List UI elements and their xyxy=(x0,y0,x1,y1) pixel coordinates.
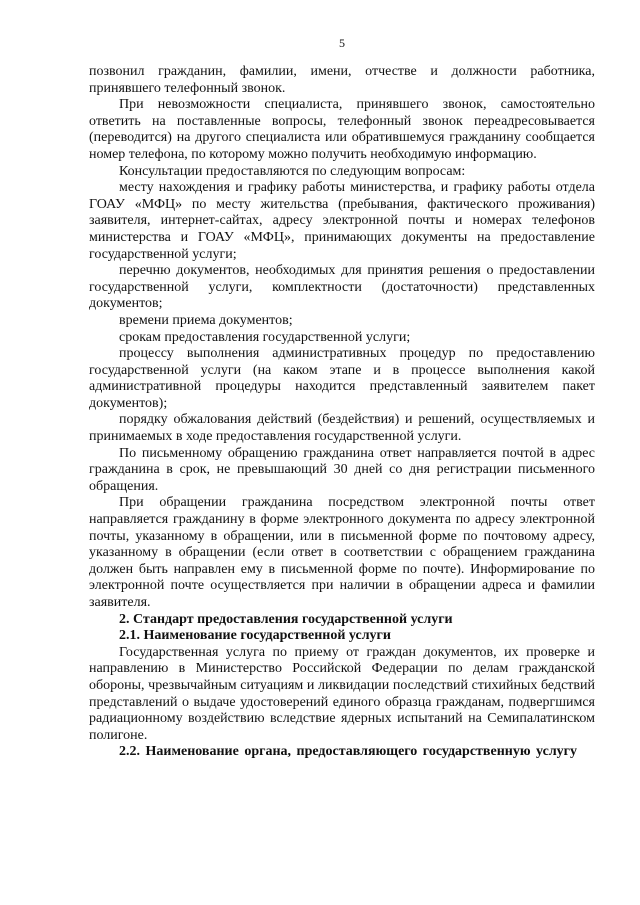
paragraph-written-request: По письменному обращению гражданина ответ направляется почтой в адрес гражданина в срок, не превышающий 30 дней со дня регистрации письменного обращения. xyxy=(89,445,595,494)
paragraph-call-info-end: позвонил гражданин, фамилии, имени, отчестве и должности работника, принявшего телефонный звонок. xyxy=(89,64,595,96)
subsection-heading-service-name: 2.1. Наименование государственной услуги xyxy=(119,628,391,644)
paragraph-email-request: При обращении гражданина посредством электронной почты ответ направляется гражданину в форме электронного документа по адресу электронной почты, указанному в обращении, или в письменной форме по почтовому адресу, указанному в обращении (если ответ в соответствии с обращением гражданина должен быть направлен ему в письменной форме по почте). Информирование по электронной почте осуществляется при наличии в обращении адреса и фамилии заявителя. xyxy=(89,495,595,610)
subsection-heading-authority: 2.2. Наименование органа, предоставляющего государственную услугу xyxy=(119,744,578,760)
paragraph-service-description: Государственная услуга по приему от граждан документов, их проверке и направлению в Министерство Российской Федерации по делам гражданской обороны, чрезвычайным ситуациям и ликвидации последствий стихийных бедствий представлений о выдаче удостоверений единого образца гражданам, подвергшимся радиационному воздействию вследствие ядерных испытаний на Семипалатинском полигоне. xyxy=(89,644,595,743)
list-item-procedure-process: процессу выполнения административных процедур по предоставлению государственной услуги (на каком этапе и в процессе выполнения какой административной процедуры находится представленный заявителем пакет документов); xyxy=(89,346,595,411)
list-item-service-terms: срокам предоставления государственной услуги; xyxy=(119,329,411,345)
list-item-documents-list: перечню документов, необходимых для принятия решения о предоставлении государственной услуги, комплектности (достаточности) представленных документов; xyxy=(89,263,595,312)
page-number: 5 xyxy=(339,36,345,50)
list-item-reception-time: времени приема документов; xyxy=(119,312,293,328)
list-item-appeal-procedure: порядку обжалования действий (бездействия) и решений, осуществляемых и принимаемых в ходе предоставления государственной услуги. xyxy=(89,412,595,445)
paragraph-consultation-topics: Консультации предоставляются по следующим вопросам: xyxy=(119,163,466,179)
list-item-location-schedule: месту нахождения и графику работы министерства, и графику работы отдела ГОАУ «МФЦ» по месту жительства (пребывания, фактического проживания) заявителя, интернет-сайтах, адресу электронной почты и номерах телефонов министерства и ГОАУ «МФЦ», принимающих документы на предоставление государственной услуги; xyxy=(89,180,595,262)
paragraph-call-redirect: При невозможности специалиста, принявшего звонок, самостоятельно ответить на поставленные вопросы, телефонный звонок переадресовывается (переводится) на другого специалиста или обратившемуся гражданину сообщается номер телефона, по которому можно получить необходимую информацию. xyxy=(89,97,595,162)
section-heading-standard: 2. Стандарт предоставления государственной услуги xyxy=(119,611,453,627)
